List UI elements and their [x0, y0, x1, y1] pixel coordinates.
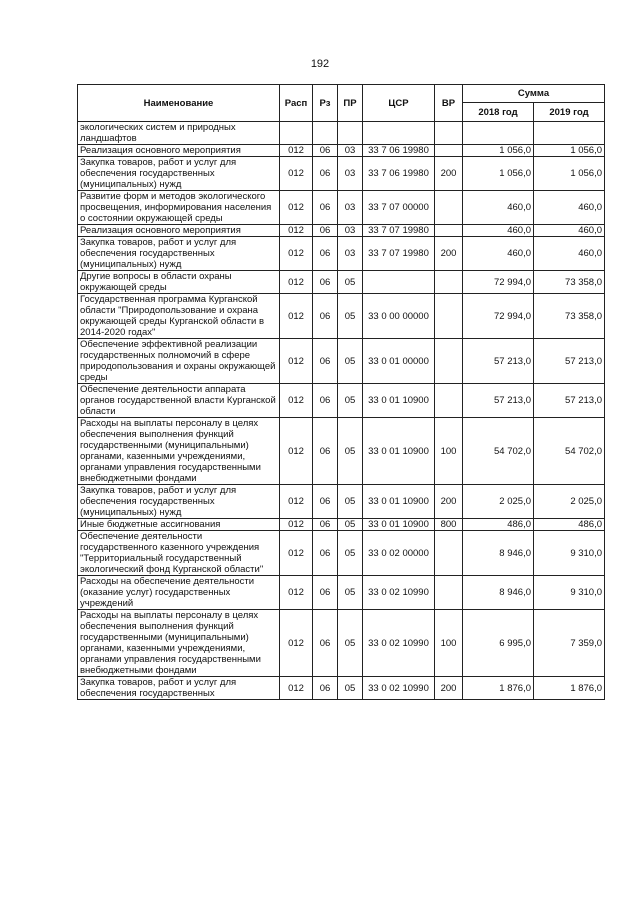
cell-y2018: 57 213,0 — [463, 339, 534, 384]
header-vr: ВР — [435, 85, 463, 122]
cell-name: Обеспечение эффективной реализации государственных полномочий в сфере природопользования и охраны окружающей среды — [78, 339, 280, 384]
cell-pr: 05 — [338, 339, 363, 384]
cell-y2018: 486,0 — [463, 519, 534, 531]
cell-name: Закупка товаров, работ и услуг для обеспечения государственных (муниципальных) нужд — [78, 157, 280, 191]
cell-vr — [435, 225, 463, 237]
cell-y2019: 9 310,0 — [534, 531, 605, 576]
cell-y2018: 57 213,0 — [463, 384, 534, 418]
cell-rasp: 012 — [280, 610, 313, 677]
cell-name: Реализация основного мероприятия — [78, 225, 280, 237]
table-row — [78, 610, 605, 677]
cell-y2019: 1 876,0 — [534, 677, 605, 700]
cell-pr: 05 — [338, 519, 363, 531]
cell-y2018: 8 946,0 — [463, 576, 534, 610]
cell-y2019: 73 358,0 — [534, 294, 605, 339]
cell-name: Закупка товаров, работ и услуг для обеспечения государственных (муниципальных) нужд — [78, 237, 280, 271]
cell-y2019: 57 213,0 — [534, 339, 605, 384]
cell-y2019: 460,0 — [534, 225, 605, 237]
cell-name: Закупка товаров, работ и услуг для обеспечения государственных — [78, 677, 280, 700]
header-sum: Сумма — [463, 85, 605, 103]
table-row — [78, 531, 605, 576]
table-row — [78, 677, 605, 700]
cell-rz: 06 — [313, 237, 338, 271]
cell-pr: 05 — [338, 418, 363, 485]
cell-y2019: 7 359,0 — [534, 610, 605, 677]
header-csr: ЦСР — [363, 85, 435, 122]
cell-y2019 — [534, 122, 605, 145]
cell-rasp: 012 — [280, 677, 313, 700]
cell-pr: 05 — [338, 531, 363, 576]
cell-name: Иные бюджетные ассигнования — [78, 519, 280, 531]
cell-rasp: 012 — [280, 157, 313, 191]
cell-rz: 06 — [313, 157, 338, 191]
cell-rasp: 012 — [280, 519, 313, 531]
cell-rasp: 012 — [280, 294, 313, 339]
cell-y2019: 460,0 — [534, 237, 605, 271]
page-number: 192 — [310, 58, 330, 70]
cell-vr — [435, 384, 463, 418]
cell-rz: 06 — [313, 339, 338, 384]
cell-y2018: 460,0 — [463, 237, 534, 271]
cell-pr: 05 — [338, 294, 363, 339]
cell-rasp: 012 — [280, 576, 313, 610]
cell-name: Закупка товаров, работ и услуг для обеспечения государственных (муниципальных) нужд — [78, 485, 280, 519]
cell-vr: 200 — [435, 157, 463, 191]
cell-y2018: 72 994,0 — [463, 271, 534, 294]
cell-rz: 06 — [313, 531, 338, 576]
table-row — [78, 485, 605, 519]
cell-vr: 200 — [435, 237, 463, 271]
cell-rz: 06 — [313, 485, 338, 519]
header-name: Наименование — [78, 85, 280, 122]
cell-rz: 06 — [313, 576, 338, 610]
cell-vr — [435, 271, 463, 294]
cell-csr: 33 0 01 10900 — [363, 519, 435, 531]
cell-rasp: 012 — [280, 485, 313, 519]
cell-pr: 03 — [338, 225, 363, 237]
cell-y2019: 57 213,0 — [534, 384, 605, 418]
cell-name: Развитие форм и методов экологического просвещения, информирования населения о состоянии окружающей среды — [78, 191, 280, 225]
cell-pr: 05 — [338, 576, 363, 610]
cell-csr: 33 0 00 00000 — [363, 294, 435, 339]
cell-csr: 33 0 01 10900 — [363, 485, 435, 519]
cell-y2019: 460,0 — [534, 191, 605, 225]
table-row — [78, 519, 605, 531]
table-row — [78, 384, 605, 418]
cell-rasp: 012 — [280, 191, 313, 225]
table-row — [78, 122, 605, 145]
cell-rasp: 012 — [280, 384, 313, 418]
cell-y2019: 1 056,0 — [534, 157, 605, 191]
cell-y2018 — [463, 122, 534, 145]
cell-vr: 100 — [435, 418, 463, 485]
cell-y2018: 72 994,0 — [463, 294, 534, 339]
cell-vr: 200 — [435, 485, 463, 519]
cell-csr: 33 7 06 19980 — [363, 157, 435, 191]
cell-y2019: 54 702,0 — [534, 418, 605, 485]
cell-csr — [363, 271, 435, 294]
header-2019: 2019 год — [534, 103, 605, 122]
cell-csr: 33 0 02 10990 — [363, 576, 435, 610]
cell-rz: 06 — [313, 145, 338, 157]
cell-name: Обеспечение деятельности государственного казенного учреждения "Территориальный государственный экологический фонд Курганской области" — [78, 531, 280, 576]
cell-rz — [313, 122, 338, 145]
cell-vr: 800 — [435, 519, 463, 531]
cell-pr: 05 — [338, 384, 363, 418]
cell-csr: 33 0 01 10900 — [363, 384, 435, 418]
cell-rz: 06 — [313, 294, 338, 339]
cell-pr: 03 — [338, 157, 363, 191]
table-row — [78, 271, 605, 294]
cell-pr: 05 — [338, 677, 363, 700]
cell-y2018: 2 025,0 — [463, 485, 534, 519]
table-row — [78, 145, 605, 157]
cell-vr — [435, 145, 463, 157]
cell-y2019: 2 025,0 — [534, 485, 605, 519]
cell-y2018: 460,0 — [463, 225, 534, 237]
cell-csr: 33 0 02 10990 — [363, 677, 435, 700]
cell-pr: 05 — [338, 485, 363, 519]
cell-name: Государственная программа Курганской области "Природопользование и охрана окружающей среды Курганской области в 2014-2020 годах" — [78, 294, 280, 339]
table-row — [78, 157, 605, 191]
cell-y2018: 460,0 — [463, 191, 534, 225]
cell-vr — [435, 531, 463, 576]
cell-rasp: 012 — [280, 339, 313, 384]
cell-rasp — [280, 122, 313, 145]
cell-name: Обеспечение деятельности аппарата органов государственной власти Курганской области — [78, 384, 280, 418]
cell-csr: 33 7 06 19980 — [363, 145, 435, 157]
cell-y2019: 1 056,0 — [534, 145, 605, 157]
cell-pr: 03 — [338, 237, 363, 271]
table-row — [78, 294, 605, 339]
cell-csr: 33 7 07 00000 — [363, 191, 435, 225]
cell-rz: 06 — [313, 271, 338, 294]
cell-vr — [435, 294, 463, 339]
cell-vr — [435, 576, 463, 610]
cell-name: Расходы на выплаты персоналу в целях обеспечения выполнения функций государственными (муниципальными) органами, казенными учреждениями, органами управления государственными внебюджетными фондами — [78, 418, 280, 485]
cell-rasp: 012 — [280, 418, 313, 485]
cell-y2018: 6 995,0 — [463, 610, 534, 677]
cell-name: Реализация основного мероприятия — [78, 145, 280, 157]
cell-rasp: 012 — [280, 531, 313, 576]
cell-vr — [435, 122, 463, 145]
cell-vr: 200 — [435, 677, 463, 700]
cell-csr: 33 0 01 00000 — [363, 339, 435, 384]
cell-rasp: 012 — [280, 271, 313, 294]
header-rz: Рз — [313, 85, 338, 122]
cell-pr: 05 — [338, 610, 363, 677]
cell-pr — [338, 122, 363, 145]
table-row — [78, 576, 605, 610]
cell-rz: 06 — [313, 519, 338, 531]
cell-csr: 33 7 07 19980 — [363, 225, 435, 237]
cell-pr: 03 — [338, 191, 363, 225]
header-2018: 2018 год — [463, 103, 534, 122]
table-row — [78, 191, 605, 225]
table-row — [78, 225, 605, 237]
cell-y2018: 1 056,0 — [463, 157, 534, 191]
cell-csr: 33 7 07 19980 — [363, 237, 435, 271]
cell-rz: 06 — [313, 225, 338, 237]
cell-name: Расходы на обеспечение деятельности (оказание услуг) государственных учреждений — [78, 576, 280, 610]
cell-vr — [435, 191, 463, 225]
table-row — [78, 237, 605, 271]
cell-y2018: 1 876,0 — [463, 677, 534, 700]
cell-name: экологических систем и природных ландшафтов — [78, 122, 280, 145]
cell-name: Расходы на выплаты персоналу в целях обеспечения выполнения функций государственными (муниципальными) органами, казенными учреждениями, органами управления государственными внебюджетными фондами — [78, 610, 280, 677]
cell-rz: 06 — [313, 418, 338, 485]
cell-rz: 06 — [313, 384, 338, 418]
cell-y2018: 54 702,0 — [463, 418, 534, 485]
cell-pr: 05 — [338, 271, 363, 294]
cell-y2019: 486,0 — [534, 519, 605, 531]
cell-name: Другие вопросы в области охраны окружающей среды — [78, 271, 280, 294]
cell-csr — [363, 122, 435, 145]
budget-table — [77, 84, 605, 700]
cell-y2019: 9 310,0 — [534, 576, 605, 610]
cell-rz: 06 — [313, 610, 338, 677]
cell-csr: 33 0 02 00000 — [363, 531, 435, 576]
cell-rz: 06 — [313, 677, 338, 700]
cell-rasp: 012 — [280, 225, 313, 237]
cell-vr — [435, 339, 463, 384]
cell-y2018: 1 056,0 — [463, 145, 534, 157]
header-rasp: Расп — [280, 85, 313, 122]
cell-y2018: 8 946,0 — [463, 531, 534, 576]
header-pr: ПР — [338, 85, 363, 122]
cell-rasp: 012 — [280, 237, 313, 271]
table-row — [78, 418, 605, 485]
cell-rz: 06 — [313, 191, 338, 225]
cell-vr: 100 — [435, 610, 463, 677]
cell-pr: 03 — [338, 145, 363, 157]
cell-y2019: 73 358,0 — [534, 271, 605, 294]
cell-rasp: 012 — [280, 145, 313, 157]
table-row — [78, 339, 605, 384]
cell-csr: 33 0 02 10990 — [363, 610, 435, 677]
cell-csr: 33 0 01 10900 — [363, 418, 435, 485]
